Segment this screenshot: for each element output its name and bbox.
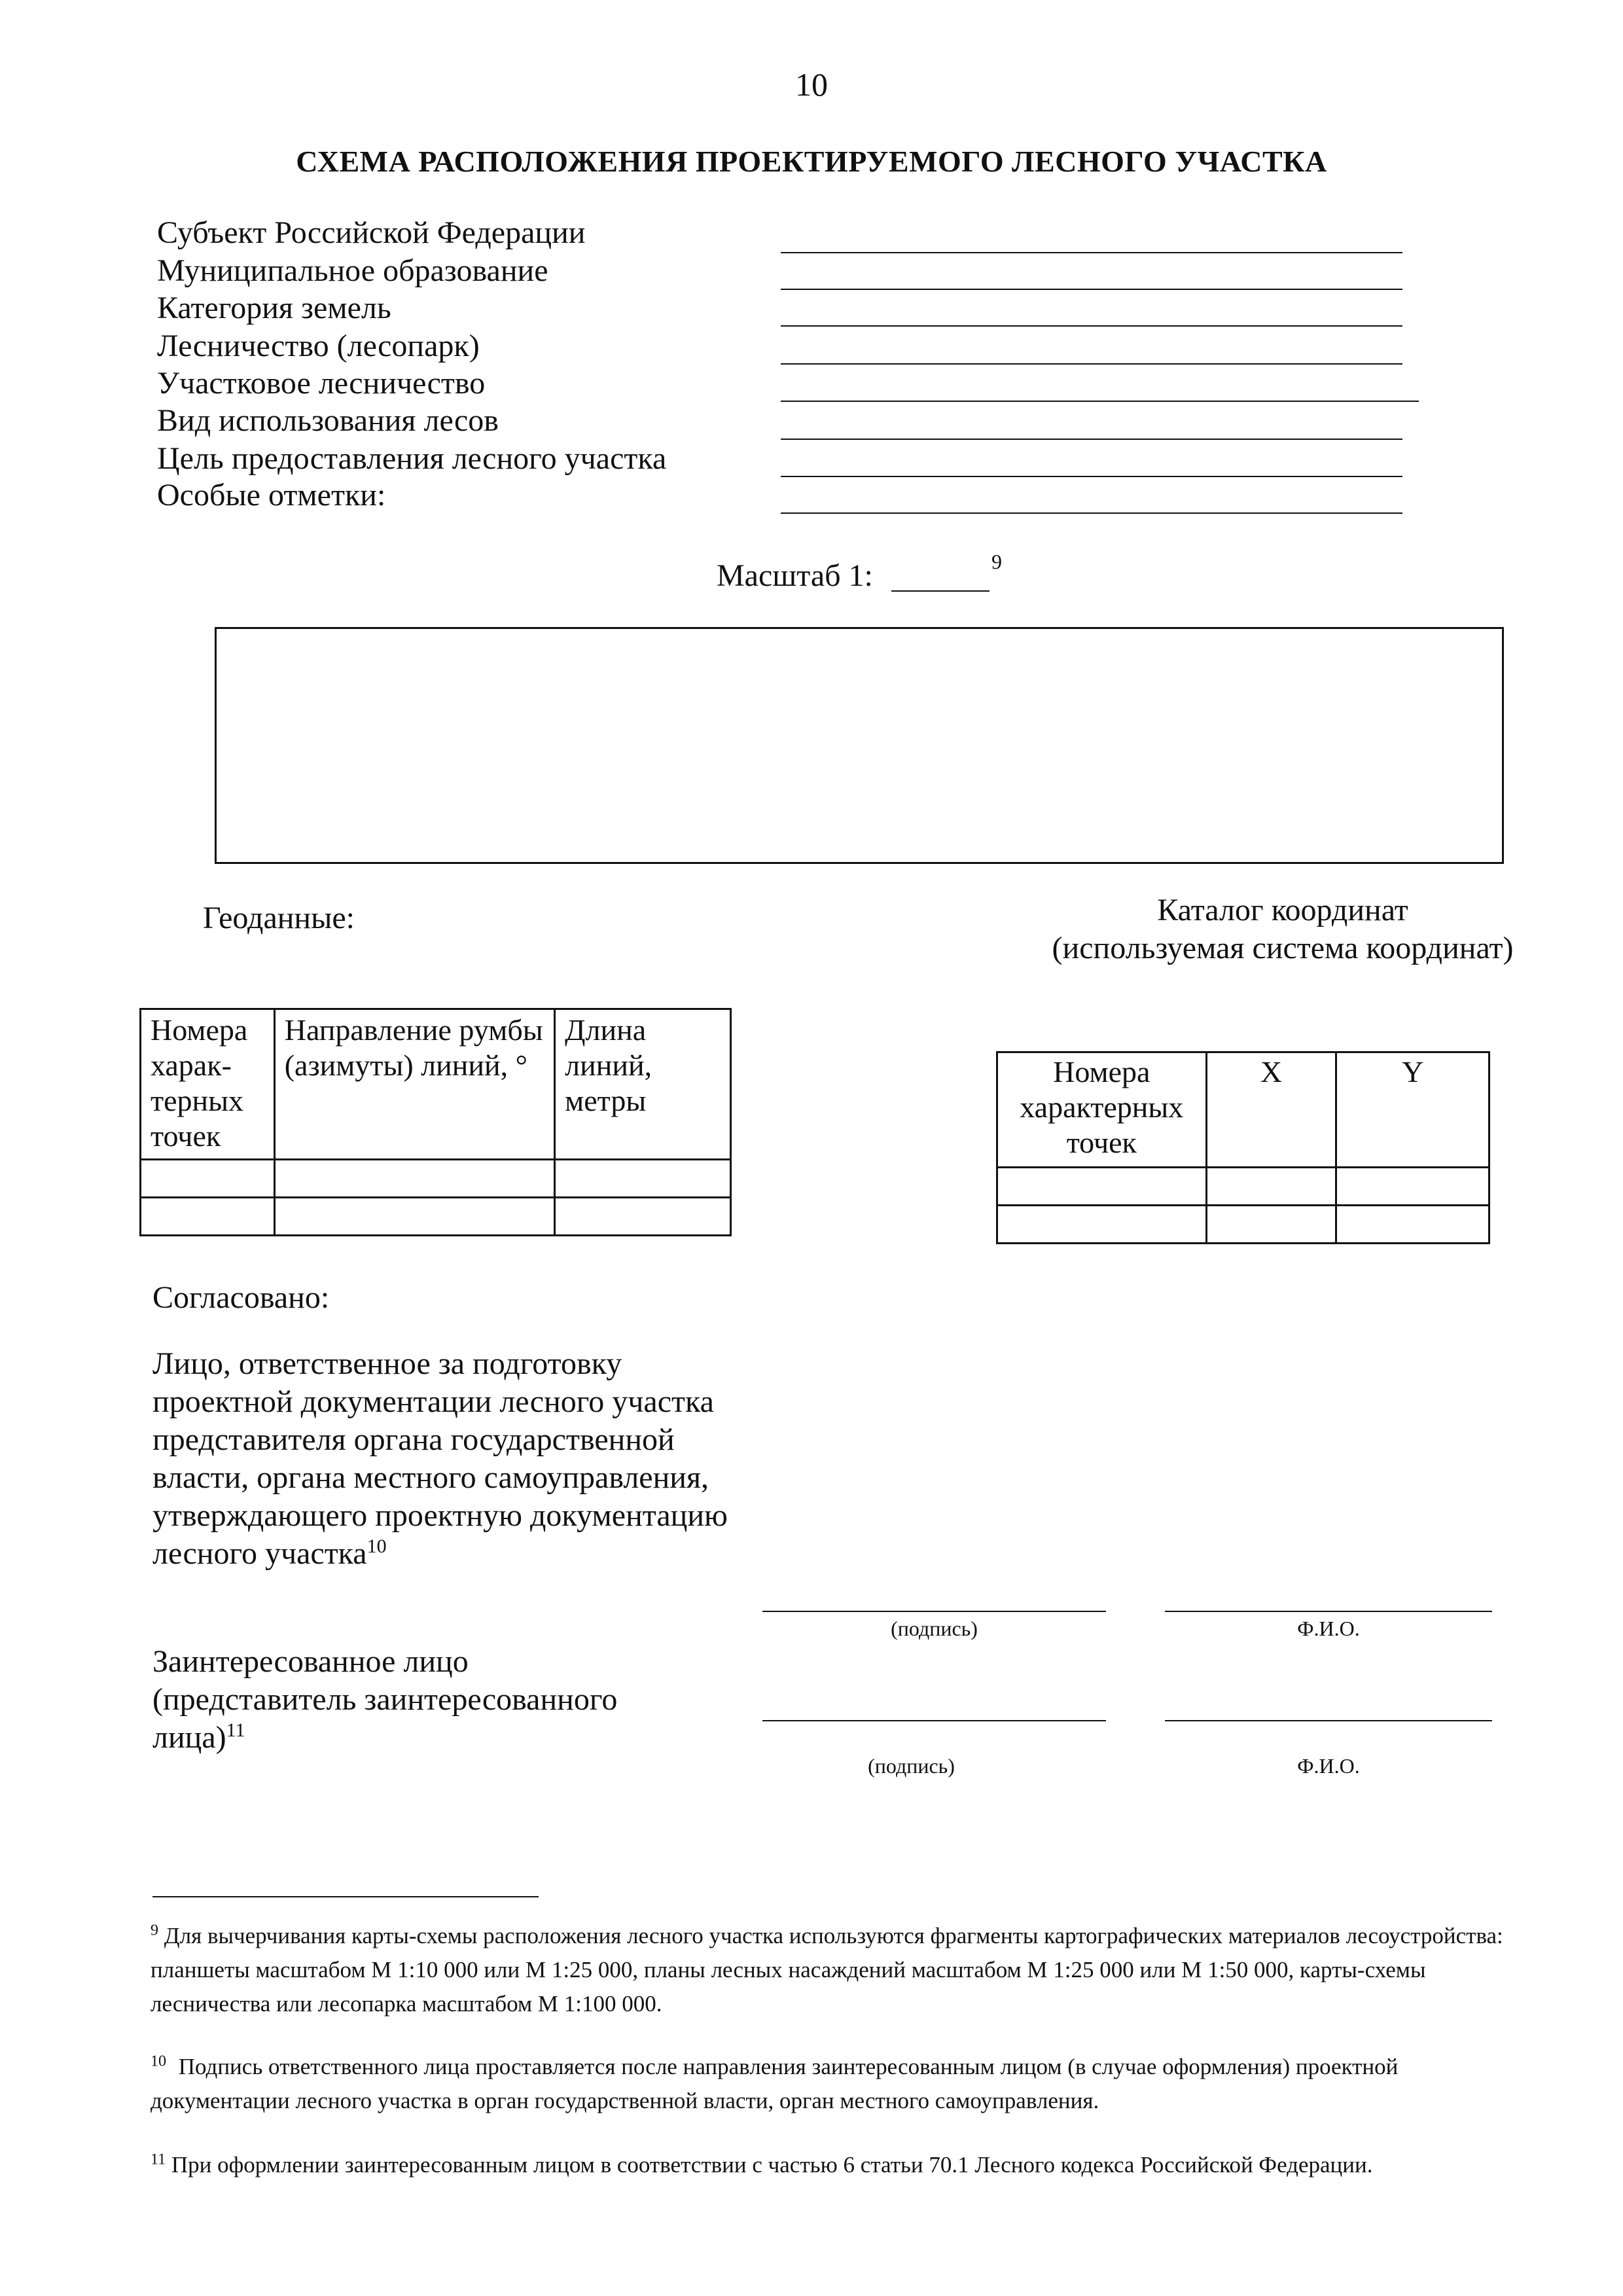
scale-label: Масштаб 1: [717, 558, 873, 593]
map-drawing-area[interactable] [215, 627, 1504, 864]
table-row [141, 1160, 731, 1198]
table-cell[interactable] [1336, 1206, 1489, 1244]
geodata-header-direction: Направление румбы (азимуты) линий, ° [274, 1009, 554, 1160]
field-line-land-category[interactable] [781, 325, 1402, 327]
geodata-table [139, 1008, 732, 1236]
field-line-forestry[interactable] [781, 363, 1402, 365]
field-label-municipality: Муниципальное образование [157, 253, 548, 288]
approved-label: Согласовано: [152, 1280, 330, 1315]
interested-name-line[interactable] [1165, 1720, 1492, 1721]
footnote-10 [151, 2050, 1518, 2118]
scale-input-line[interactable] [891, 590, 990, 592]
table-cell[interactable] [997, 1206, 1207, 1244]
field-line-subject[interactable] [781, 252, 1402, 253]
table-row [141, 1198, 731, 1236]
field-label-purpose: Цель предоставления лесного участка [157, 441, 667, 476]
field-label-special-notes: Особые отметки: [157, 478, 386, 512]
table-row [997, 1206, 1489, 1244]
footnote-mark: 9 [151, 1922, 158, 1939]
field-line-special-notes[interactable] [781, 512, 1402, 514]
field-line-district-forestry[interactable] [781, 401, 1419, 402]
geodata-header-length: Длина линий, метры [555, 1009, 731, 1160]
responsible-footnote-mark: 10 [366, 1535, 387, 1557]
table-cell[interactable] [555, 1160, 731, 1198]
field-label-land-category: Категория земель [157, 291, 391, 325]
footnote-separator [152, 1896, 539, 1897]
footnote-mark: 11 [151, 2151, 166, 2168]
interested-person-block [152, 1643, 663, 1757]
geodata-label: Геоданные: [203, 901, 355, 935]
interested-footnote-mark: 11 [226, 1719, 245, 1741]
responsible-signature-line[interactable] [762, 1611, 1106, 1612]
table-cell[interactable] [997, 1168, 1207, 1206]
responsible-signature-caption: (подпись) [891, 1617, 978, 1640]
field-label-forest-use: Вид использования лесов [157, 403, 499, 438]
coord-header-y: Y [1336, 1052, 1489, 1168]
footnote-11 [151, 2148, 1518, 2182]
scale-footnote-mark: 9 [991, 550, 1002, 573]
footnote-text: При оформлении заинтересованным лицом в соответствии с частью 6 статьи 70.1 Лесного кодекса Российской Федерации. [171, 2152, 1373, 2178]
responsible-person-text: Лицо, ответственное за подготовку проектной документации лесного участка представителя органа государственной власти, органа местного самоуправления, утверждающего проектную документацию лесного участка [152, 1346, 728, 1571]
interested-person-text: Заинтересованное лицо (представитель заинтересованного лица) [152, 1644, 618, 1755]
footnote-text: Для вычерчивания карты-схемы расположения лесного участка используются фрагменты картографических материалов лесоустройства: планшеты масштабом М 1:10 000 или М 1:25 000, планы лесных насаждений масштабом М 1:25 000 или М 1:50 000, карты-схемы лесничества или лесопарка масштабом М 1:100 000. [151, 1923, 1503, 2017]
responsible-person-block [152, 1345, 741, 1573]
catalog-title: Каталог координат [1157, 893, 1408, 927]
responsible-name-caption: Ф.И.О. [1297, 1617, 1360, 1640]
responsible-name-line[interactable] [1165, 1611, 1492, 1612]
interested-signature-caption: (подпись) [868, 1754, 955, 1778]
interested-signature-line[interactable] [762, 1720, 1106, 1721]
field-line-municipality[interactable] [781, 289, 1402, 290]
coord-header-points: Номера характерных точек [997, 1052, 1207, 1168]
field-line-purpose[interactable] [781, 476, 1402, 477]
document-title: СХЕМА РАСПОЛОЖЕНИЯ ПРОЕКТИРУЕМОГО ЛЕСНОГО УЧАСТКА [296, 145, 1327, 178]
catalog-subtitle: (используемая система координат) [1052, 931, 1514, 965]
table-row [997, 1168, 1489, 1206]
table-cell[interactable] [1206, 1168, 1336, 1206]
geodata-header-points: Номера харак-терных точек [141, 1009, 275, 1160]
field-label-district-forestry: Участковое лесничество [157, 366, 486, 401]
table-cell[interactable] [555, 1198, 731, 1236]
footnote-9 [151, 1919, 1518, 2021]
table-cell[interactable] [1206, 1206, 1336, 1244]
table-cell[interactable] [1336, 1168, 1489, 1206]
field-label-forestry: Лесничество (лесопарк) [157, 329, 480, 363]
interested-name-caption: Ф.И.О. [1297, 1754, 1360, 1778]
table-cell[interactable] [274, 1160, 554, 1198]
coord-header-x: X [1206, 1052, 1336, 1168]
page-number: 10 [795, 66, 828, 103]
table-cell[interactable] [274, 1198, 554, 1236]
footnote-mark: 10 [151, 2053, 166, 2070]
table-cell[interactable] [141, 1198, 275, 1236]
field-label-subject: Субъект Российской Федерации [157, 215, 586, 250]
coordinates-table [996, 1051, 1490, 1244]
footnote-text: Подпись ответственного лица проставляется после направления заинтересованным лицом (в случае оформления) проектной документации лесного участка в орган государственной власти, орган местного самоуправления. [151, 2054, 1399, 2113]
field-line-forest-use[interactable] [781, 439, 1402, 440]
table-cell[interactable] [141, 1160, 275, 1198]
